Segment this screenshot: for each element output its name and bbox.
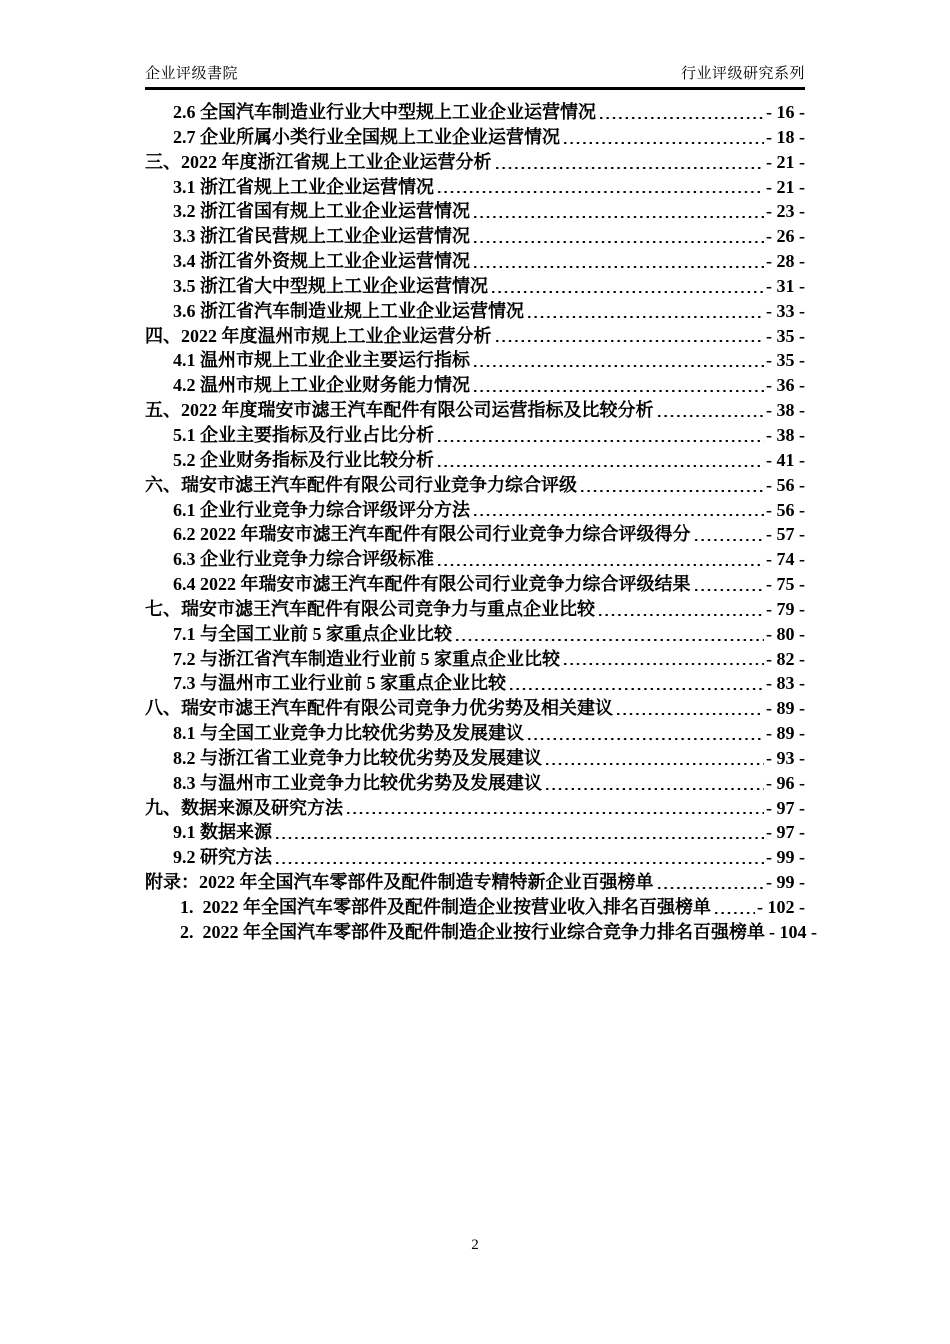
toc-entry-title: 八、瑞安市滤王汽车配件有限公司竞争力优劣势及相关建议 <box>145 698 613 719</box>
toc-entry-title: 3.6 浙江省汽车制造业规上工业企业运营情况 <box>173 300 524 321</box>
toc-entry <box>145 870 805 895</box>
toc-entry <box>145 199 805 224</box>
toc-leader-dots <box>508 671 764 696</box>
toc-entry <box>145 647 805 672</box>
toc-entry-title: 3.5 浙江省大中型规上工业企业运营情况 <box>173 275 488 296</box>
toc-leader-dots <box>615 696 764 721</box>
toc-leader-dots <box>526 299 764 324</box>
toc-entry <box>145 150 805 175</box>
toc-entry-page: - 23 - <box>766 201 805 222</box>
toc-entry-title: 2. 2022 年全国汽车零部件及配件制造企业按行业综合竞争力排名百强榜单 <box>180 921 765 942</box>
toc-entry <box>145 622 805 647</box>
toc-entry-page: - 26 - <box>766 226 805 247</box>
table-of-contents <box>145 100 817 945</box>
toc-leader-dots <box>494 150 765 175</box>
toc-entry-page: - 82 - <box>766 648 805 669</box>
toc-entry-title: 7.1 与全国工业前 5 家重点企业比较 <box>173 623 452 644</box>
toc-entry <box>145 373 805 398</box>
toc-entry-page: - 33 - <box>766 300 805 321</box>
toc-entry-page: - 97 - <box>766 822 805 843</box>
toc-entry-title: 3.3 浙江省民营规上工业企业运营情况 <box>173 226 470 247</box>
toc-entry <box>145 721 805 746</box>
header-rule <box>145 87 805 90</box>
toc-entry-page: - 99 - <box>766 872 805 893</box>
toc-entry-title: 1. 2022 年全国汽车零部件及配件制造企业按营业收入排名百强榜单 <box>180 897 711 917</box>
toc-entry-title: 六、瑞安市滤王汽车配件有限公司行业竞争力综合评级 <box>145 474 577 495</box>
toc-leader-dots <box>274 820 764 845</box>
toc-entry <box>145 746 805 771</box>
toc-entry-title: 2.6 全国汽车制造业行业大中型规上工业企业运营情况 <box>173 102 596 122</box>
toc-entry <box>145 820 805 845</box>
toc-leader-dots <box>656 398 765 423</box>
toc-leader-dots <box>544 746 764 771</box>
toc-entry-page: - 80 - <box>766 623 805 644</box>
toc-leader-dots <box>436 547 764 572</box>
toc-entry-page: - 21 - <box>766 176 805 197</box>
toc-entry-page: - 89 - <box>766 723 805 744</box>
toc-leader-dots <box>494 324 765 349</box>
toc-entry-page: - 16 - <box>766 102 805 122</box>
toc-entry-page: - 28 - <box>766 251 805 272</box>
toc-entry <box>145 845 805 870</box>
toc-leader-dots <box>274 845 764 870</box>
toc-leader-dots <box>345 796 764 821</box>
toc-entry-title: 6.2 2022 年瑞安市滤王汽车配件有限公司行业竞争力综合评级得分 <box>173 524 691 545</box>
toc-entry <box>145 324 805 349</box>
toc-entry-title: 七、瑞安市滤王汽车配件有限公司竞争力与重点企业比较 <box>145 598 595 619</box>
toc-leader-dots <box>562 125 764 150</box>
toc-leader-dots <box>598 100 764 125</box>
toc-entry-page: - 83 - <box>766 673 805 694</box>
toc-entry-title: 6.3 企业行业竞争力综合评级标准 <box>173 549 434 570</box>
toc-entry-title: 五、2022 年度瑞安市滤王汽车配件有限公司运营指标及比较分析 <box>145 400 654 421</box>
toc-leader-dots <box>693 522 765 547</box>
toc-entry-page: - 104 - <box>769 921 817 942</box>
toc-leader-dots <box>436 423 764 448</box>
toc-entry-title: 四、2022 年度温州市规上工业企业运营分析 <box>145 325 492 346</box>
toc-entry-page: - 56 - <box>766 474 805 495</box>
toc-entry <box>145 398 805 423</box>
toc-entry-title: 附录：2022 年全国汽车零部件及配件制造专精特新企业百强榜单 <box>145 872 654 893</box>
toc-entry-page: - 79 - <box>766 598 805 619</box>
toc-entry-page: - 74 - <box>766 549 805 570</box>
toc-entry <box>145 796 805 821</box>
toc-entry-page: - 57 - <box>766 524 805 545</box>
toc-entry <box>145 498 805 523</box>
toc-entry <box>145 547 805 572</box>
toc-entry <box>145 423 805 448</box>
toc-leader-dots <box>472 199 764 224</box>
toc-leader-dots <box>579 473 764 498</box>
toc-entry-title: 6.1 企业行业竞争力综合评级评分方法 <box>173 499 470 520</box>
toc-entry-page: - 93 - <box>766 747 805 768</box>
toc-entry-title: 8.2 与浙江省工业竞争力比较优劣势及发展建议 <box>173 747 542 768</box>
toc-leader-dots <box>656 870 765 895</box>
toc-entry <box>145 522 805 547</box>
toc-entry-page: - 75 - <box>766 574 805 595</box>
toc-leader-dots <box>490 274 764 299</box>
toc-entry-title: 3.4 浙江省外资规上工业企业运营情况 <box>173 251 470 272</box>
toc-entry <box>145 895 805 920</box>
toc-entry-title: 6.4 2022 年瑞安市滤王汽车配件有限公司行业竞争力综合评级结果 <box>173 574 691 595</box>
toc-entry <box>145 597 805 622</box>
toc-entry-page: - 18 - <box>766 126 805 147</box>
toc-entry <box>145 696 805 721</box>
page-number: 2 <box>471 1237 479 1253</box>
toc-entry <box>145 274 805 299</box>
toc-entry-page: - 36 - <box>766 375 805 396</box>
toc-entry-page: - 38 - <box>766 400 805 421</box>
toc-leader-dots <box>526 721 764 746</box>
toc-entry <box>145 125 805 150</box>
toc-leader-dots <box>436 448 764 473</box>
toc-entry <box>145 771 805 796</box>
toc-leader-dots <box>562 647 764 672</box>
toc-entry <box>145 175 805 200</box>
toc-entry <box>145 299 805 324</box>
toc-entry <box>145 224 805 249</box>
toc-leader-dots <box>472 249 764 274</box>
toc-entry-page: - 102 - <box>757 897 805 917</box>
toc-entry-title: 三、2022 年度浙江省规上工业企业运营分析 <box>145 151 492 172</box>
toc-entry-title: 5.2 企业财务指标及行业比较分析 <box>173 449 434 470</box>
toc-leader-dots <box>597 597 764 622</box>
toc-leader-dots <box>472 498 764 523</box>
toc-entry-title: 8.3 与温州市工业竞争力比较优劣势及发展建议 <box>173 772 542 793</box>
toc-entry <box>145 572 805 597</box>
toc-leader-dots <box>544 771 764 796</box>
toc-entry-page: - 21 - <box>766 151 805 172</box>
toc-entry-title: 5.1 企业主要指标及行业占比分析 <box>173 424 434 445</box>
toc-entry-title: 3.2 浙江省国有规上工业企业运营情况 <box>173 201 470 222</box>
toc-entry-page: - 31 - <box>766 275 805 296</box>
toc-entry-title: 7.2 与浙江省汽车制造业行业前 5 家重点企业比较 <box>173 648 560 669</box>
toc-entry-title: 3.1 浙江省规上工业企业运营情况 <box>173 176 434 197</box>
toc-entry-page: - 35 - <box>766 325 805 346</box>
toc-entry-title: 2.7 企业所属小类行业全国规上工业企业运营情况 <box>173 126 560 147</box>
toc-leader-dots <box>693 572 765 597</box>
toc-entry <box>145 448 805 473</box>
header-right-text: 行业评级研究系列 <box>680 66 805 82</box>
toc-entry-title: 九、数据来源及研究方法 <box>145 797 343 818</box>
toc-entry-page: - 56 - <box>766 499 805 520</box>
toc-entry <box>145 100 805 125</box>
toc-entry-title: 4.2 温州市规上工业企业财务能力情况 <box>173 375 470 396</box>
toc-entry <box>145 920 817 945</box>
header-left-text: 企业评级書院 <box>145 66 239 82</box>
toc-entry <box>145 671 805 696</box>
toc-entry-page: - 38 - <box>766 424 805 445</box>
toc-leader-dots <box>472 348 764 373</box>
toc-leader-dots <box>454 622 764 647</box>
toc-entry-title: 8.1 与全国工业竞争力比较优劣势及发展建议 <box>173 723 524 744</box>
toc-leader-dots <box>472 373 764 398</box>
toc-entry-page: - 97 - <box>766 797 805 818</box>
page-header <box>145 62 805 83</box>
toc-entry <box>145 473 805 498</box>
toc-entry-page: - 41 - <box>766 449 805 470</box>
toc-entry-title: 9.2 研究方法 <box>173 847 272 868</box>
toc-entry-title: 9.1 数据来源 <box>173 822 272 843</box>
toc-entry-title: 4.1 温州市规上工业企业主要运行指标 <box>173 350 470 371</box>
toc-entry-page: - 96 - <box>766 772 805 793</box>
toc-entry-page: - 99 - <box>766 847 805 868</box>
page-footer <box>0 1237 950 1254</box>
toc-entry-page: - 35 - <box>766 350 805 371</box>
toc-entry <box>145 348 805 373</box>
toc-entry-title: 7.3 与温州市工业行业前 5 家重点企业比较 <box>173 673 506 694</box>
toc-entry-page: - 89 - <box>766 698 805 719</box>
toc-leader-dots <box>436 175 764 200</box>
toc-entry <box>145 249 805 274</box>
toc-leader-dots <box>713 895 755 920</box>
toc-leader-dots <box>472 224 764 249</box>
